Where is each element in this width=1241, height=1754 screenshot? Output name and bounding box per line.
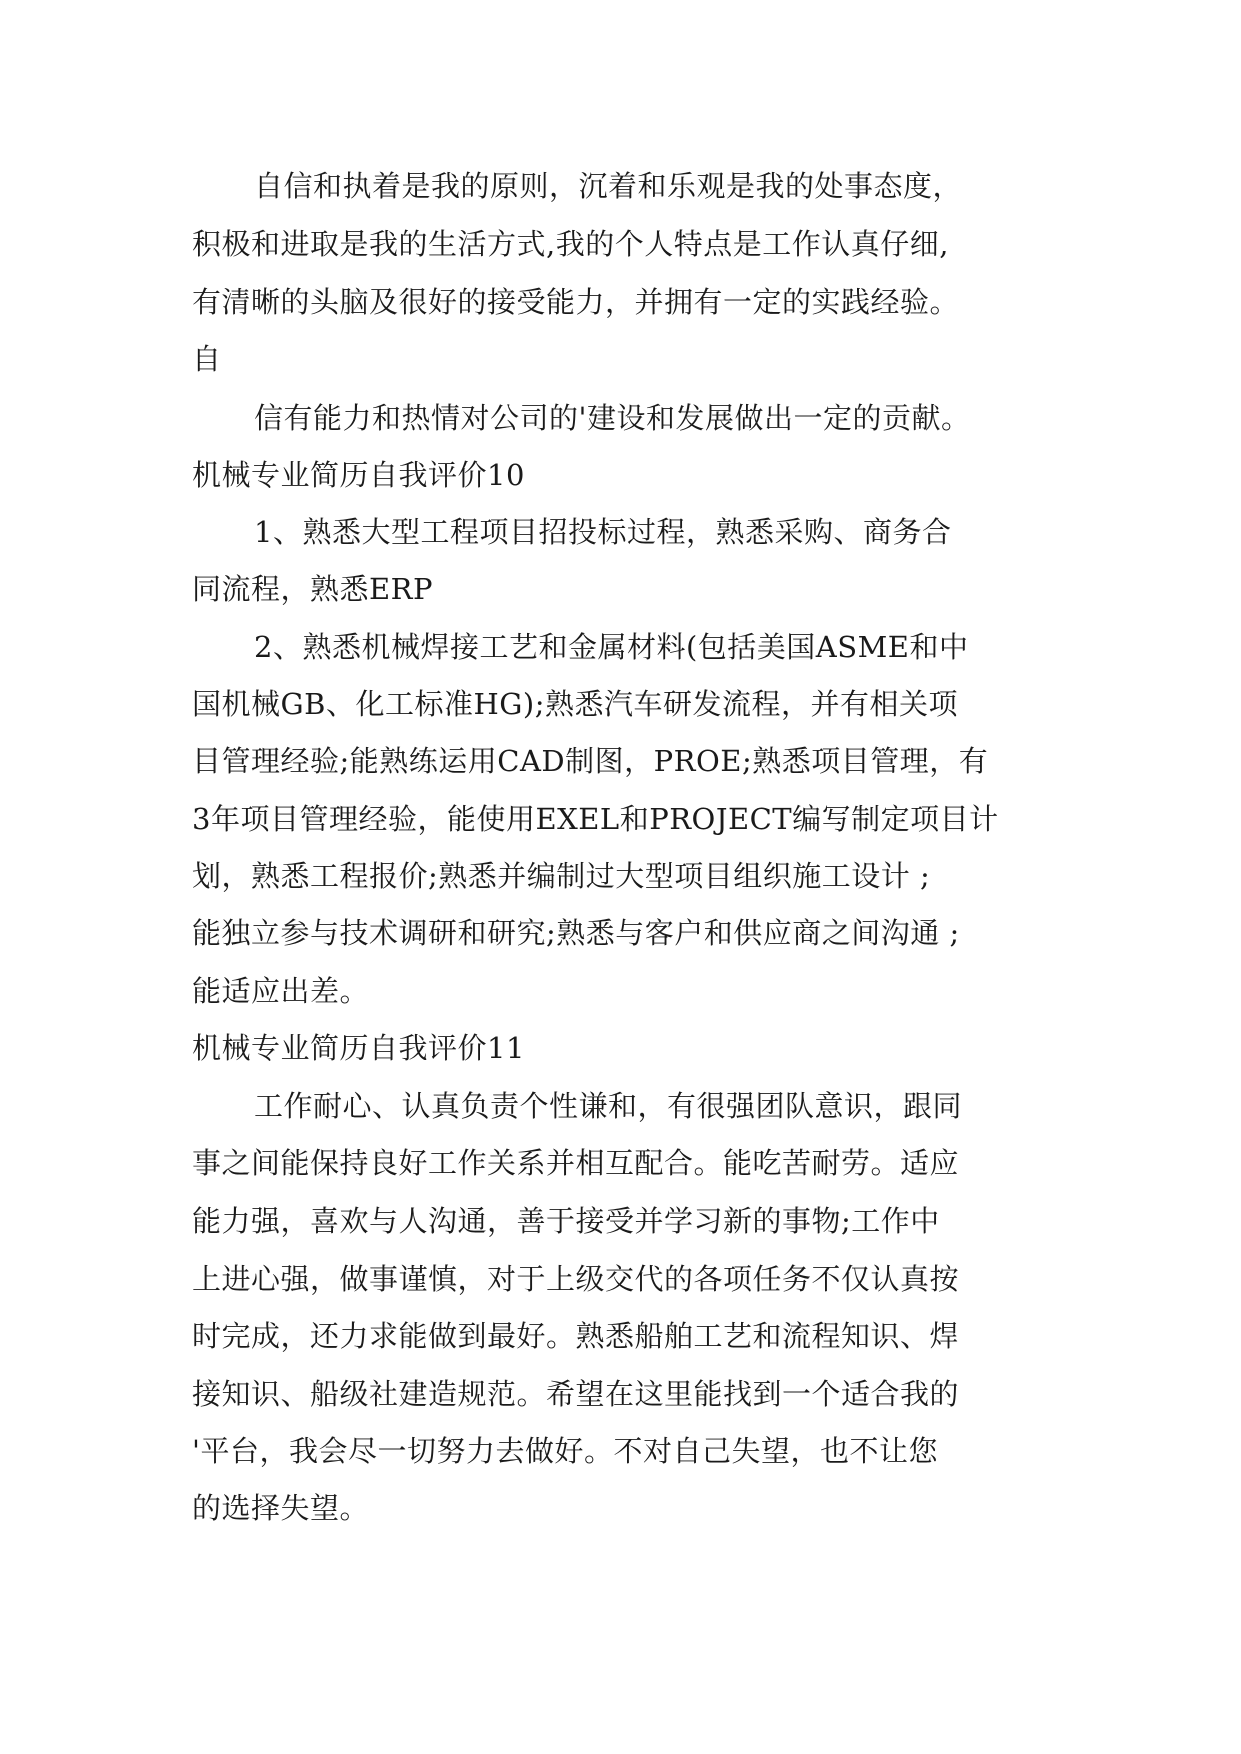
- text-line: 有清晰的头脑及很好的接受能力，并拥有一定的实践经验。: [192, 285, 960, 319]
- text-line: 工作耐心、认真负责个性谦和，有很强团队意识，跟同: [254, 1089, 963, 1123]
- text-line: 上进心强，做事谨慎，对于上级交代的各项任务不仅认真按: [192, 1262, 960, 1296]
- text-line: 事之间能保持良好工作关系并相互配合。能吃苦耐劳。适应: [192, 1146, 960, 1180]
- text-line: 自: [192, 342, 222, 376]
- text-line: 自信和执着是我的原则，沉着和乐观是我的处事态度，: [254, 169, 963, 203]
- text-line: 国机械GB、化工标准HG);熟悉汽车研发流程，并有相关项: [192, 687, 959, 721]
- text-line: 的选择失望。: [192, 1491, 370, 1525]
- text-line: 能力强，喜欢与人沟通，善于接受并学习新的事物;工作中: [192, 1204, 940, 1238]
- text-line: 3年项目管理经验，能使用EXEL和PROJECT编写制定项目计: [192, 802, 999, 836]
- text-line: 划，熟悉工程报价;熟悉并编制过大型项目组织施工设计 ;: [192, 859, 931, 893]
- text-line: 目管理经验;能熟练运用CAD制图，PROE;熟悉项目管理，有: [192, 744, 989, 778]
- text-line: '平台，我会尽一切努力去做好。不对自己失望，也不让您: [192, 1434, 938, 1468]
- text-line: 接知识、船级社建造规范。希望在这里能找到一个适合我的: [192, 1377, 960, 1411]
- text-line: 信有能力和热情对公司的'建设和发展做出一定的贡献。: [254, 401, 971, 435]
- text-line: 1、熟悉大型工程项目招投标过程，熟悉采购、商务合: [254, 515, 952, 549]
- section-heading: 机械专业简历自我评价11: [192, 1031, 525, 1065]
- text-line: 2、熟悉机械焊接工艺和金属材料(包括美国ASME和中: [254, 630, 969, 664]
- text-line: 时完成，还力求能做到最好。熟悉船舶工艺和流程知识、焊: [192, 1319, 960, 1353]
- text-line: 能独立参与技术调研和研究;熟悉与客户和供应商之间沟通 ;: [192, 916, 960, 950]
- section-heading: 机械专业简历自我评价10: [192, 458, 525, 492]
- text-line: 能适应出差。: [192, 974, 370, 1008]
- text-line: 积极和进取是我的生活方式,我的个人特点是工作认真仔细,: [192, 227, 949, 261]
- text-line: 同流程，熟悉ERP: [192, 572, 434, 606]
